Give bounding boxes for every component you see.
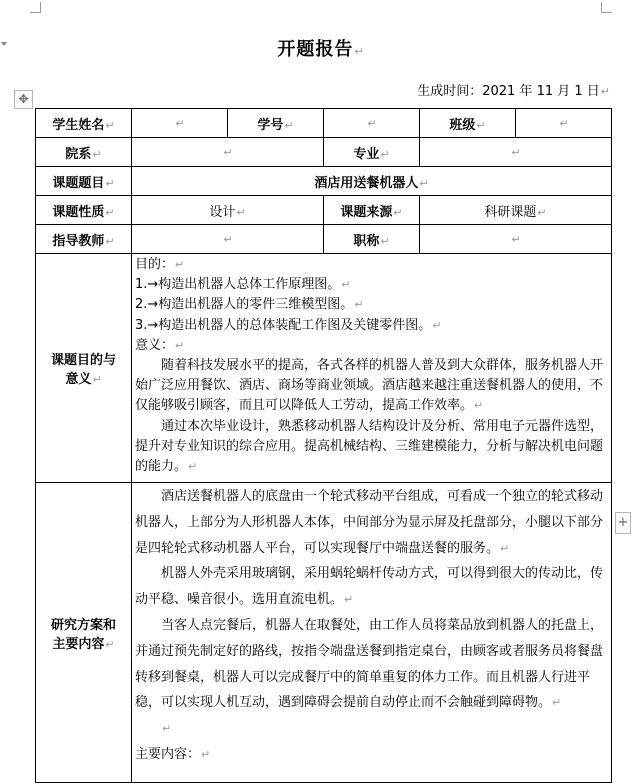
crop-mark-top-left bbox=[30, 2, 41, 13]
table-row bbox=[36, 138, 612, 167]
add-row-icon[interactable]: + bbox=[615, 512, 631, 534]
topic-label: 课题题目↵ bbox=[36, 167, 132, 196]
paragraph-mark: ↵ bbox=[600, 85, 610, 98]
purpose-line: 3.→构造出机器人的总体装配工作图及关键零件图。↵ bbox=[135, 317, 442, 333]
nature-value[interactable]: 设计↵ bbox=[132, 196, 324, 225]
source-value[interactable]: 科研课题↵ bbox=[420, 196, 612, 225]
plan-tail: 主要内容：↵ bbox=[135, 746, 211, 762]
plan-content[interactable] bbox=[132, 483, 612, 783]
department-field[interactable]: ↵ bbox=[132, 138, 324, 167]
department-label: 院系↵ bbox=[36, 138, 132, 167]
plan-paragraph: 当客人点完餐后，机器人在取餐处，由工作人员将菜品放到机器人的托盘上，并通过预先制定好的路线，按指令端盘送餐到指定桌台，由顾客或者服务员将餐盘转移到餐桌，机器人可以完成餐厅中的简单重复的体力工作。而且机器人行进平稳，可以实现人机互动，遇到障碍会提前自动停止而不会触碰到障碍物。↵ bbox=[135, 617, 604, 711]
table-row bbox=[36, 167, 612, 196]
purpose-paragraph: 通过本次毕业设计，熟悉移动机器人结构设计及分析、常用电子元器件选型，提升对专业知识的综合应用。提高机械结构、三维建模能力，分析与解决机电问题的能力。↵ bbox=[135, 418, 604, 475]
table-row bbox=[36, 254, 612, 483]
purpose-line: 2.→构造出机器人的零件三维模型图。↵ bbox=[135, 297, 364, 313]
class-field[interactable]: ↵ bbox=[516, 109, 612, 138]
student-name-field[interactable]: ↵ bbox=[132, 109, 228, 138]
table-row bbox=[36, 109, 612, 138]
table-row bbox=[36, 483, 612, 783]
advisor-title-field[interactable]: ↵ bbox=[420, 225, 612, 254]
report-table bbox=[35, 108, 612, 783]
empty-paragraph: ↵ bbox=[162, 722, 172, 736]
table-move-handle-icon[interactable]: ✥ bbox=[14, 90, 33, 109]
purpose-paragraph: 随着科技发展水平的提高，各式各样的机器人普及到大众群体，服务机器人开始广泛应用餐饮、酒店、商场等商业领域。酒店越来越注重送餐机器人的使用，不仅能够吸引顾客，而且可以降低人工劳动，提高工作效率。↵ bbox=[135, 358, 604, 414]
purpose-line: 意义：↵ bbox=[135, 337, 185, 353]
advisor-label: 指导教师↵ bbox=[36, 225, 132, 254]
paragraph-mark: ↵ bbox=[354, 45, 365, 58]
student-id-field[interactable]: ↵ bbox=[324, 109, 420, 138]
nature-label: 课题性质↵ bbox=[36, 196, 132, 225]
class-label: 班级↵ bbox=[420, 109, 516, 138]
plan-paragraph: 机器人外壳采用玻璃钢，采用蜗轮蜗杆传动方式，可以得到很大的传动比，传动平稳、噪音很小。选用直流电机。↵ bbox=[135, 566, 604, 608]
table-row bbox=[36, 196, 612, 225]
purpose-line: 目的：↵ bbox=[135, 257, 185, 272]
student-id-label: 学号↵ bbox=[228, 109, 324, 138]
generated-time: 生成时间：2021 年 11 月 1 日↵ bbox=[417, 84, 610, 99]
advisor-field[interactable]: ↵ bbox=[132, 225, 324, 254]
purpose-line: 1.→构造出机器人总体工作原理图。↵ bbox=[135, 277, 351, 293]
table-row bbox=[36, 225, 612, 254]
purpose-label: 课题目的与 意义↵ bbox=[36, 254, 132, 483]
source-label: 课题来源↵ bbox=[324, 196, 420, 225]
topic-value[interactable]: 酒店用送餐机器人↵ bbox=[132, 167, 612, 196]
advisor-title-label: 职称↵ bbox=[324, 225, 420, 254]
major-label: 专业↵ bbox=[324, 138, 420, 167]
purpose-content[interactable] bbox=[132, 254, 612, 483]
crop-mark-top-right bbox=[601, 2, 612, 13]
plan-label: 研究方案和 主要内容↵ bbox=[36, 483, 132, 783]
student-name-label: 学生姓名↵ bbox=[36, 109, 132, 138]
page-title: 开题报告↵ bbox=[277, 39, 365, 60]
major-field[interactable]: ↵ bbox=[420, 138, 612, 167]
plan-paragraph: 酒店送餐机器人的底盘由一个轮式移动平台组成，可看成一个独立的轮式移动机器人，上部分为人形机器人本体，中间部分为显示屏及托盘部分，小腿以下部分是四轮轮式移动机器人平台，可以实现餐厅中端盘送餐的服务。↵ bbox=[135, 489, 604, 556]
